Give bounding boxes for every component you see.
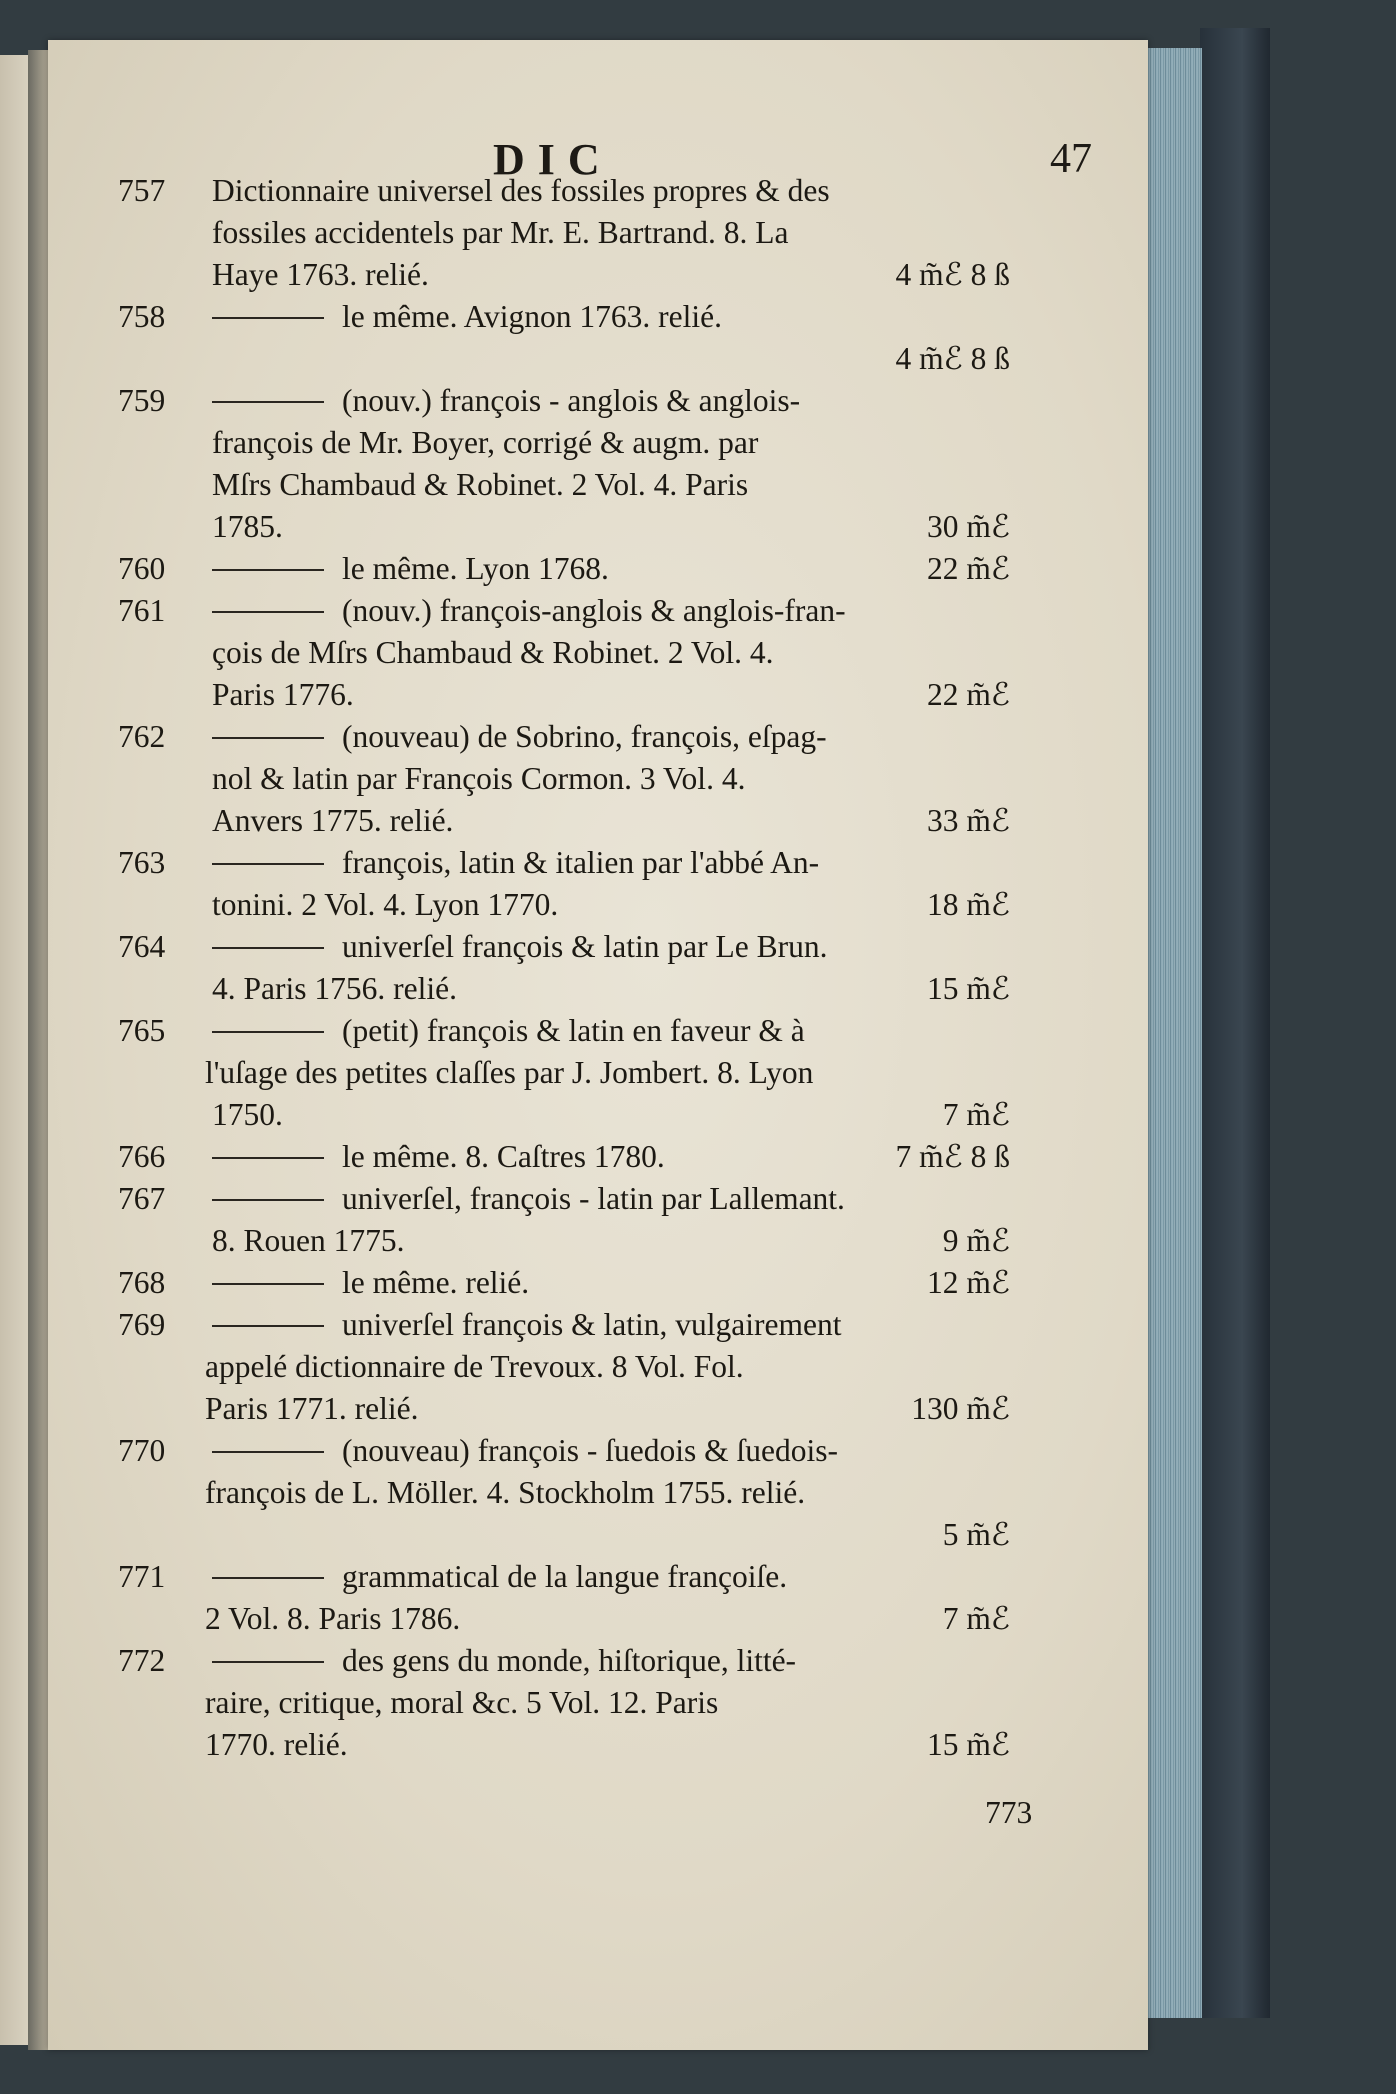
ditto-dash [212, 1325, 324, 1327]
entry-text: Paris 1776. [212, 677, 354, 712]
entry-771-line-1 [0, 1556, 1396, 1598]
entry-number: 758 [118, 299, 166, 334]
entry-price: 4 m̃ℰ 8 ß [895, 257, 1010, 292]
entry-text: des gens du monde, hiſtorique, litté- [342, 1643, 797, 1678]
ditto-dash [212, 947, 324, 949]
entry-text: 8. Rouen 1775. [212, 1223, 405, 1258]
entry-762-line-3 [0, 800, 1396, 842]
ditto-dash [212, 1451, 324, 1453]
entry-number: 766 [118, 1139, 166, 1174]
entry-772-line-2 [0, 1682, 1396, 1724]
entry-761-line-2 [0, 632, 1396, 674]
entry-text: le même. relié. [342, 1265, 530, 1300]
entry-number: 760 [118, 551, 166, 586]
entry-text: françois de Mr. Boyer, corrigé & augm. par [212, 425, 759, 460]
entry-759-line-1 [0, 380, 1396, 422]
entry-number: 768 [118, 1265, 166, 1300]
entry-767-line-1 [0, 1178, 1396, 1220]
ditto-dash [212, 1157, 324, 1159]
entry-770-line-3 [0, 1514, 1396, 1556]
entry-text: le même. 8. Caſtres 1780. [342, 1139, 665, 1174]
entry-number: 767 [118, 1181, 166, 1216]
entry-text: 4. Paris 1756. relié. [212, 971, 457, 1006]
entry-772-line-1 [0, 1640, 1396, 1682]
entry-text: françois, latin & italien par l'abbé An- [342, 845, 820, 880]
entry-763-line-1 [0, 842, 1396, 884]
catchword: 773 [985, 1795, 1033, 1830]
ditto-dash [212, 1661, 324, 1663]
entry-757-line-3 [0, 254, 1396, 296]
entry-price: 9 m̃ℰ [942, 1223, 1010, 1258]
entry-text: univerſel, françois - latin par Lallemant. [342, 1181, 845, 1216]
entry-text: Anvers 1775. relié. [212, 803, 454, 838]
entry-text: (nouveau) de Sobrino, françois, eſpag- [342, 719, 827, 754]
entry-text: Haye 1763. relié. [212, 257, 429, 292]
entry-759-line-4 [0, 506, 1396, 548]
ditto-dash [212, 1577, 324, 1579]
entry-764-line-1 [0, 926, 1396, 968]
entry-price: 130 m̃ℰ [911, 1391, 1010, 1426]
entry-number: 757 [118, 173, 166, 208]
entry-price: 12 m̃ℰ [927, 1265, 1010, 1300]
entry-762-line-2 [0, 758, 1396, 800]
entry-number: 769 [118, 1307, 166, 1342]
entry-762-line-1 [0, 716, 1396, 758]
entry-text: tonini. 2 Vol. 4. Lyon 1770. [212, 887, 559, 922]
entry-price: 7 m̃ℰ [942, 1601, 1010, 1636]
entry-number: 765 [118, 1013, 166, 1048]
entry-text: univerſel françois & latin, vulgairement [342, 1307, 842, 1342]
running-head: DIC [493, 135, 613, 184]
entry-text: le même. Avignon 1763. relié. [342, 299, 722, 334]
entry-text: nol & latin par François Cormon. 3 Vol. 4. [212, 761, 746, 796]
entry-text: grammatical de la langue françoiſe. [342, 1559, 788, 1594]
entry-770-line-1 [0, 1430, 1396, 1472]
entry-text: Paris 1771. relié. [205, 1391, 419, 1426]
ditto-dash [212, 611, 324, 613]
entry-760-line-1 [0, 548, 1396, 590]
entry-text: Mſrs Chambaud & Robinet. 2 Vol. 4. Paris [212, 467, 749, 502]
entry-price: 15 m̃ℰ [927, 971, 1010, 1006]
entry-759-line-3 [0, 464, 1396, 506]
entry-767-line-2 [0, 1220, 1396, 1262]
entry-771-line-2 [0, 1598, 1396, 1640]
entry-765-line-2 [0, 1052, 1396, 1094]
ditto-dash [212, 401, 324, 403]
entry-761-line-1 [0, 590, 1396, 632]
entry-text: le même. Lyon 1768. [342, 551, 609, 586]
entry-price: 22 m̃ℰ [927, 677, 1010, 712]
entry-768-line-1 [0, 1262, 1396, 1304]
entry-761-line-3 [0, 674, 1396, 716]
entry-price: 4 m̃ℰ 8 ß [895, 341, 1010, 376]
entry-price: 18 m̃ℰ [927, 887, 1010, 922]
entry-759-line-2 [0, 422, 1396, 464]
entry-758-line-1 [0, 296, 1396, 338]
entry-770-line-2 [0, 1472, 1396, 1514]
entry-number: 763 [118, 845, 166, 880]
entry-text: (petit) françois & latin en faveur & à [342, 1013, 805, 1048]
entry-text: (nouv.) françois-anglois & anglois-fran- [342, 593, 846, 628]
entry-price: 7 m̃ℰ [942, 1097, 1010, 1132]
entry-764-line-2 [0, 968, 1396, 1010]
entry-763-line-2 [0, 884, 1396, 926]
entry-number: 761 [118, 593, 166, 628]
entry-text: appelé dictionnaire de Trevoux. 8 Vol. Fol. [205, 1349, 744, 1384]
entry-758-line-2 [0, 338, 1396, 380]
entry-number: 771 [118, 1559, 166, 1594]
entry-number: 762 [118, 719, 166, 754]
entry-text: (nouv.) françois - anglois & anglois- [342, 383, 801, 418]
ditto-dash [212, 317, 324, 319]
entry-number: 770 [118, 1433, 166, 1468]
entry-text: fossiles accidentels par Mr. E. Bartrand. 8. La [212, 215, 789, 250]
entry-text: univerſel françois & latin par Le Brun. [342, 929, 828, 964]
entry-price: 33 m̃ℰ [927, 803, 1010, 838]
entry-text: 1750. [212, 1097, 283, 1132]
entry-text: Dictionnaire universel des fossiles propres & des [212, 173, 830, 208]
entry-text: 1785. [212, 509, 283, 544]
entry-772-line-3 [0, 1724, 1396, 1766]
ditto-dash [212, 1031, 324, 1033]
ditto-dash [212, 1283, 324, 1285]
entry-765-line-1 [0, 1010, 1396, 1052]
entry-price: 7 m̃ℰ 8 ß [895, 1139, 1010, 1174]
entry-text: 1770. relié. [205, 1727, 348, 1762]
page-number: 47 [1050, 136, 1092, 182]
entry-text: l'uſage des petites claſſes par J. Jombert. 8. Lyon [205, 1055, 814, 1090]
entry-765-line-3 [0, 1094, 1396, 1136]
ditto-dash [212, 737, 324, 739]
entry-price: 5 m̃ℰ [942, 1517, 1010, 1552]
entry-text: raire, critique, moral &c. 5 Vol. 12. Paris [205, 1685, 719, 1720]
entry-769-line-2 [0, 1346, 1396, 1388]
ditto-dash [212, 1199, 324, 1201]
entry-number: 764 [118, 929, 166, 964]
entry-text: (nouveau) françois - ſuedois & ſuedois- [342, 1433, 838, 1468]
entry-757-line-2 [0, 212, 1396, 254]
entry-price: 22 m̃ℰ [927, 551, 1010, 586]
entry-text: françois de L. Möller. 4. Stockholm 1755. relié. [205, 1475, 806, 1510]
entry-text: çois de Mſrs Chambaud & Robinet. 2 Vol. 4. [212, 635, 774, 670]
entry-price: 15 m̃ℰ [927, 1727, 1010, 1762]
entry-number: 772 [118, 1643, 166, 1678]
ditto-dash [212, 569, 324, 571]
entry-766-line-1 [0, 1136, 1396, 1178]
entry-769-line-1 [0, 1304, 1396, 1346]
entry-price: 30 m̃ℰ [927, 509, 1010, 544]
entry-769-line-3 [0, 1388, 1396, 1430]
entry-number: 759 [118, 383, 166, 418]
entry-757-line-1 [0, 170, 1396, 212]
entry-text: 2 Vol. 8. Paris 1786. [205, 1601, 461, 1636]
ditto-dash [212, 863, 324, 865]
